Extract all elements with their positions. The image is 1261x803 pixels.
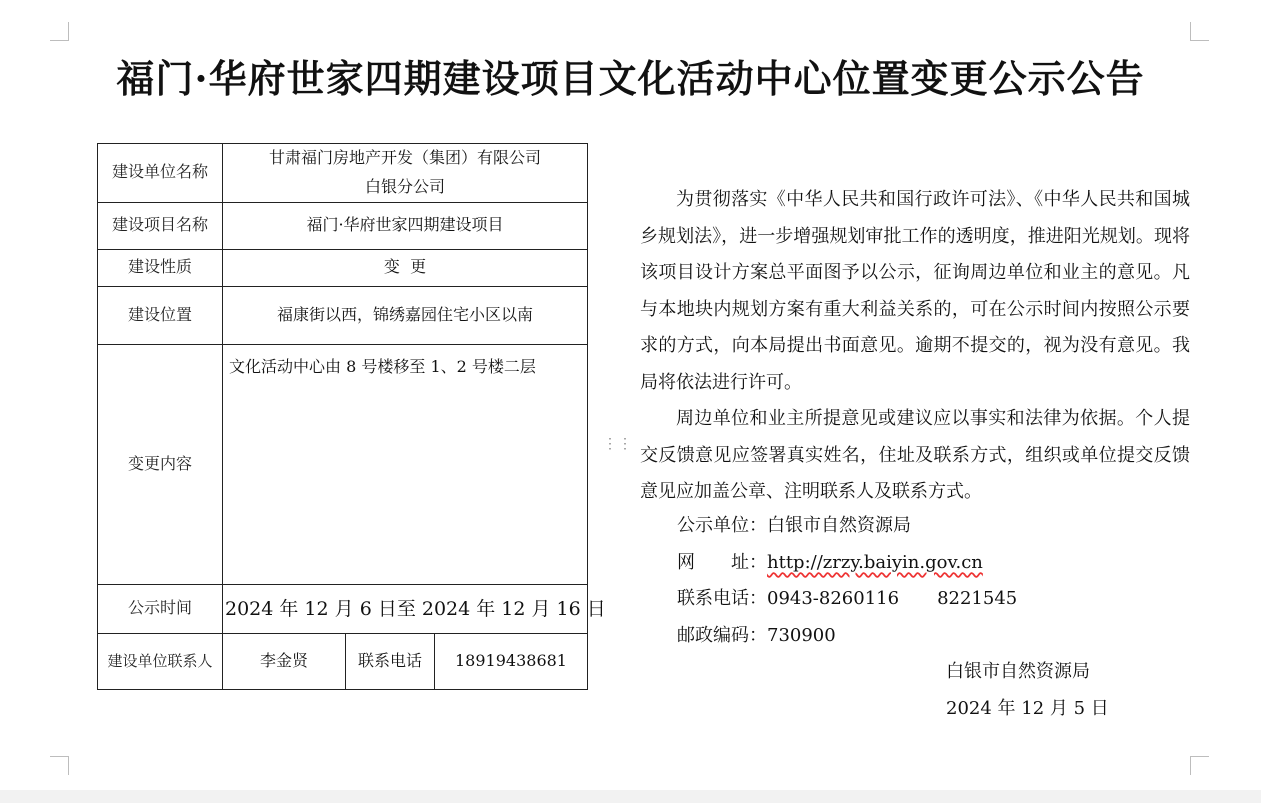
phone-number-1: 0943-8260116 — [767, 588, 900, 609]
project-label[interactable]: 建设项目名称 — [98, 202, 223, 249]
signature-date: 2024 年 12 月 5 日 — [946, 697, 1109, 719]
phone-value[interactable]: 18919438681 — [435, 633, 588, 689]
table-row — [98, 144, 588, 203]
phone-label[interactable]: 联系电话 — [346, 633, 435, 689]
page-corner-mark — [50, 22, 69, 41]
website-link[interactable]: http://zrzy.baiyin.gov.cn — [767, 551, 983, 573]
drag-handle-icon[interactable]: ⋮⋮ — [603, 436, 633, 452]
location-value[interactable]: 福康街以西，锦绣嘉园住宅小区以南 — [223, 286, 588, 344]
notice-paragraph-1: 为贯彻落实《中华人民共和国行政许可法》、《中华人民共和国城乡规划法》，进一步增强规划审批工作的透明度，推进阳光规划。现将该项目设计方案总平面图予以公示，征询周边单位和业主的意见。凡与本地块内规划方案有重大利益关系的，可在公示时间内按照公示要求的方式，向本局提出书面意见。逾期不提交的，视为没有意见。我局将依法进行许可。 — [640, 189, 1190, 393]
location-label[interactable]: 建设位置 — [98, 286, 223, 344]
unit-line-1: 甘肃福门房地产开发（集团）有限公司 — [268, 148, 541, 167]
zip-value: 730900 — [767, 624, 836, 646]
page-corner-mark — [1190, 756, 1209, 775]
signature-block — [946, 654, 1109, 727]
change-value[interactable]: 文化活动中心由 8 号楼移至 1、2 号楼二层 — [223, 344, 588, 584]
publisher-row — [677, 508, 1017, 545]
zip-label: 邮政编码： — [677, 624, 767, 646]
project-value[interactable]: 福门·华府世家四期建设项目 — [223, 202, 588, 249]
phone-row — [677, 581, 1017, 618]
table-row — [98, 286, 588, 344]
change-label[interactable]: 变更内容 — [98, 344, 223, 584]
phone-row-label: 联系电话： — [677, 588, 767, 609]
publisher-value: 白银市自然资源局 — [767, 515, 911, 536]
notice-body[interactable] — [640, 182, 1190, 511]
document-title[interactable]: 福门·华府世家四期建设项目文化活动中心位置变更公示公告 — [116, 56, 1145, 101]
period-label[interactable]: 公示时间 — [98, 584, 223, 633]
unit-label[interactable]: 建设单位名称 — [98, 144, 223, 203]
table-row — [98, 202, 588, 249]
unit-value[interactable] — [223, 144, 588, 203]
page-corner-mark — [50, 756, 69, 775]
phone-number-2: 8221545 — [937, 588, 1018, 609]
notice-paragraph-2: 周边单位和业主所提意见或建议应以事实和法律为依据。个人提交反馈意见应签署真实姓名，住址及联系方式，组织或单位提交反馈意见应加盖公章、注明联系人及联系方式。 — [640, 408, 1190, 502]
table-row — [98, 584, 588, 633]
table-row — [98, 633, 588, 689]
contact-label[interactable]: 建设单位联系人 — [98, 633, 223, 689]
website-row — [677, 545, 1017, 582]
table-row — [98, 249, 588, 286]
contact-block — [677, 508, 1017, 654]
period-value[interactable]: 2024 年 12 月 6 日至 2024 年 12 月 16 日 — [223, 584, 588, 633]
table-row — [98, 344, 588, 584]
zip-row — [677, 618, 1017, 655]
signature-org: 白银市自然资源局 — [946, 661, 1090, 682]
unit-line-2: 白银分公司 — [364, 176, 445, 196]
project-info-table[interactable] — [97, 143, 606, 690]
nature-label[interactable]: 建设性质 — [98, 249, 223, 286]
publisher-label: 公示单位： — [677, 515, 767, 536]
page-bottom-edge — [0, 790, 1261, 803]
page-corner-mark — [1190, 22, 1209, 41]
nature-value[interactable]: 变 更 — [223, 249, 588, 286]
website-label: 网 址： — [677, 551, 767, 573]
contact-name[interactable]: 李金贤 — [223, 633, 346, 689]
